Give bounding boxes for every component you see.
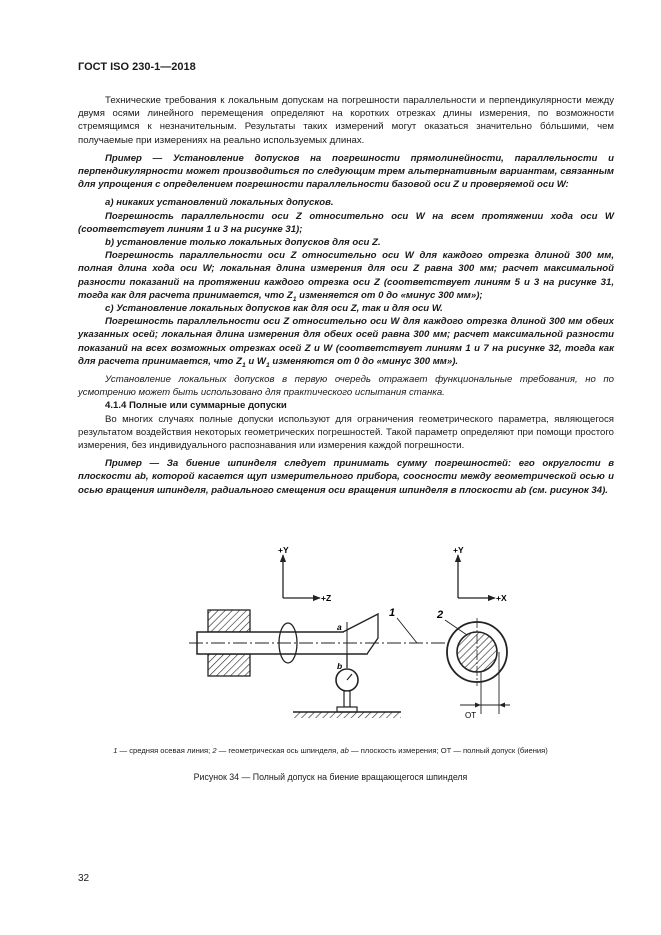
option-a-text: Погрешность параллельности оси Z относительно оси W на всем протяжении хода оси W (соответствует линиям 1 и 3 на рисунке 31); [78, 210, 614, 235]
example-1: Пример — Установление допусков на погрешности прямолинейности, параллельности и перпендикулярности может производиться по следующим трем альтернативным вариантам, связанным для упрощения с определением погрешности параллельности базовой оси Z и проверяемой оси W: [78, 152, 614, 191]
option-c-text-part1: Погрешность параллельности оси Z относительно оси W для каждого отрезка длиной 300 мм обеих указанных осей; локальная длина измерения для обеих осей равна 300 мм; расчет максимальной разности показаний на всех возможных отрезках осей Z и W (соответствует линиям 1 и 7 на рисунке 32, тогда как для расчета принимается, что Z [78, 316, 614, 367]
paragraph-total-tolerances: Во многих случаях полные допуски используют для ограничения геометрического параметра, являющегося результатом воздействия некоторых геометрических погрешностей. Такой параметр определяют при помощи простого измерения, без индивидуального распознавания или измерения каждой погрешности. [78, 413, 614, 452]
paragraph-intro: Технические требования к локальным допускам на погрешности параллельности и перпендикулярности между двумя осями линейного перемещения определяют на коротких отрезках длины измерения, по возможности стремящимся к незначительным. Результаты таких измерений могут оказаться значительно бо́льшими, чем получаемые при измерениях на реально используемых длинах. [78, 95, 614, 146]
label-b: b [337, 661, 343, 671]
leader-1 [397, 618, 417, 643]
ot-arrow-right [499, 703, 505, 708]
figure-caption: Рисунок 34 — Полный допуск на биение вращающегося шпинделя [193, 772, 468, 782]
spindle-housing-bottom [208, 654, 250, 676]
option-c-text [78, 315, 614, 368]
body-text [78, 94, 614, 497]
option-b-title: b) установление только локальных допусков для оси Z. [105, 237, 381, 249]
axis-label-y-right: +Y [453, 545, 464, 555]
label-ot: OT [465, 711, 477, 720]
legend-text-2: — геометрическая ось шпинделя, [216, 746, 341, 755]
legend-num-1: 1 [113, 746, 118, 755]
page-number: 32 [78, 873, 90, 884]
z1-subscript: 1 [241, 361, 246, 369]
axis-label-z: +Z [321, 593, 332, 603]
example-2: Пример — За биение шпинделя следует принимать сумму погрешностей: его округлости в плоскости ab, которой касается щуп измерительного прибора, соосности между геометрической осью и осью вращения шпинделя, радиального смещения оси вращения шпинделя в плоскости ab (см. рисунок 34). [78, 458, 614, 496]
spindle-housing-top [208, 610, 250, 632]
ground-hatch [293, 712, 401, 718]
option-a-title: a) никаких установлений локальных допусков. [105, 197, 334, 209]
option-b-text-part1: Погрешность параллельности оси Z относительно оси W для каждого отрезка длиной 300 мм, полная длина хода оси W; локальная длина измерения для оси Z равна 300 мм; расчет максимальной разности показаний на протяжении каждого отрезка оси Z (соответствует линиям 5 и 3 на рисунке 31, тогда как для расчета принимается, что Z [78, 250, 614, 301]
figure-34-drawing [175, 540, 525, 745]
note-text: Установление локальных допусков в первую очередь отражает функциональные требования, но по усмотрению может быть использовано для практического испытания станка. [78, 374, 614, 399]
ot-arrow-left [475, 703, 481, 708]
axis-system-left [278, 545, 331, 603]
legend-num-2: 2 [212, 746, 217, 755]
label-a: a [337, 622, 342, 632]
legend-text-1: — средняя осевая линия; [117, 746, 213, 755]
axis-label-y-left: +Y [278, 545, 289, 555]
axis-label-x: +X [496, 593, 507, 603]
section-heading-4-1-4: 4.1.4 Полные или суммарные допуски [105, 400, 287, 412]
legend-text-3: — плоскость измерения; ОТ — полный допуск (биения) [348, 746, 548, 755]
indicator-stand [344, 691, 350, 707]
option-c-text-mid: и W [245, 355, 266, 367]
option-c-text-part2: изменяются от 0 до «минус 300 мм»). [269, 355, 459, 367]
option-c-title: c) Установление локальных допусков как для оси Z, так и для оси W. [105, 303, 443, 315]
w1-subscript: 1 [265, 361, 270, 369]
label-1: 1 [389, 607, 396, 619]
figure-legend [0, 746, 661, 755]
option-b-text [78, 249, 614, 302]
document-header: ГОСТ ISO 230-1—2018 [78, 61, 196, 73]
label-2: 2 [437, 609, 444, 621]
axis-system-right [453, 545, 507, 603]
legend-ab: ab [340, 746, 349, 755]
z1-subscript: 1 [292, 295, 297, 303]
option-b-text-part2: изменяется от 0 до «минус 300 мм»); [296, 289, 483, 301]
